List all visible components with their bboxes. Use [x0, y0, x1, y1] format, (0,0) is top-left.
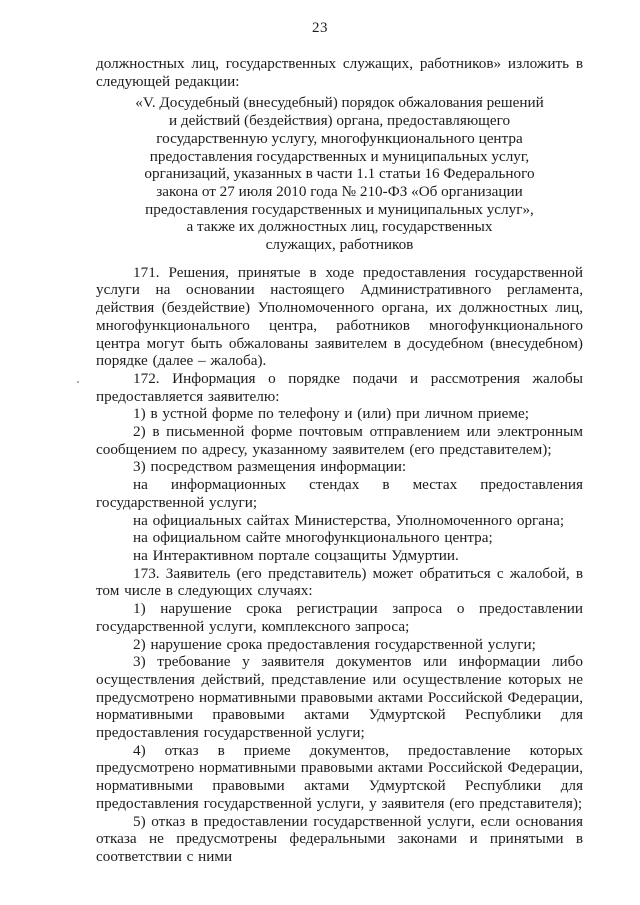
scan-speck-artifact [77, 381, 79, 383]
paragraph-173: 173. Заявитель (его представитель) может обратиться с жалобой, в том числе в следующих случаях: [96, 564, 583, 600]
text-column [96, 55, 583, 866]
section-heading [96, 94, 583, 253]
list-item-173-1: 1) нарушение срока регистрации запроса о предоставлении государственной услуги, комплексного запроса; [96, 600, 583, 635]
heading-line: предоставления государственных и муниципальных услуг, [149, 147, 530, 165]
heading-line: «V. Досудебный (внесудебный) порядок обжалования решений [135, 94, 544, 112]
list-item-173-3: 3) требование у заявителя документов или информации либо осуществления действий, представление или осуществление которых не предусмотрено нормативными правовыми актами Российской Федерации, нормативными правовыми актами Удмуртской Республики для предоставления государственной услуги; [96, 653, 583, 742]
heading-line: государственную услугу, многофункционального центра [156, 129, 523, 147]
heading-line: и действий (бездействия) органа, предоставляющего [168, 112, 511, 130]
heading-line: а также их должностных лиц, государственных [186, 218, 493, 236]
heading-line: организаций, указанных в части 1.1 статьи 16 Федерального [144, 165, 535, 183]
heading-line: служащих, работников [265, 236, 414, 254]
heading-line: предоставления государственных и муниципальных услуг», [145, 200, 534, 218]
list-item-172-1: 1) в устной форме по телефону и (или) при личном приеме; [133, 405, 529, 423]
list-item-173-4: 4) отказ в приеме документов, предоставление которых предусмотрено нормативными правовыми актами Российской Федерации, нормативными правовыми актами Удмуртской Республики для предоставления государственной услуги, у заявителя (его представителя); [96, 741, 583, 812]
paragraph-172: 172. Информация о порядке подачи и рассмотрения жалобы предоставляется заявителю: [96, 369, 583, 405]
list-item-172-3-sites: на официальных сайтах Министерства, Уполномоченного органа; [133, 511, 565, 529]
paragraph-171: 171. Решения, принятые в ходе предоставления государственной услуги на основании настоящего Административного регламента, действия (бездействие) Уполномоченного органа, их должностных лиц, многофункционального центра, работников многофункционального центра могут быть обжалованы заявителем в досудебном (внесудебном) порядке (далее – жалоба). [96, 263, 583, 370]
list-item-172-3-portal: на Интерактивном портале соцзащиты Удмуртии. [133, 546, 459, 564]
list-item-173-5: 5) отказ в предоставлении государственной услуги, если основания отказа не предусмотрены федеральными законами и принятыми в соответствии с ними [96, 812, 583, 865]
list-item-172-2: 2) в письменной форме почтовым отправлением или электронным сообщением по адресу, указанному заявителем (его представителем); [96, 423, 583, 458]
intro-paragraph: должностных лиц, государственных служащих, работников» изложить в следующей редакции: [96, 55, 583, 90]
list-item-173-2: 2) нарушение срока предоставления государственной услуги; [133, 635, 536, 653]
page-number: 23 [312, 20, 328, 36]
list-item-172-3-mfc-site: на официальном сайте многофункционального центра; [133, 529, 493, 547]
heading-line: закона от 27 июля 2010 года № 210-ФЗ «Об организации [156, 182, 523, 200]
list-item-172-3: 3) посредством размещения информации: [133, 458, 407, 476]
list-item-172-3-stands: на информационных стендах в местах предоставления государственной услуги; [96, 476, 583, 511]
